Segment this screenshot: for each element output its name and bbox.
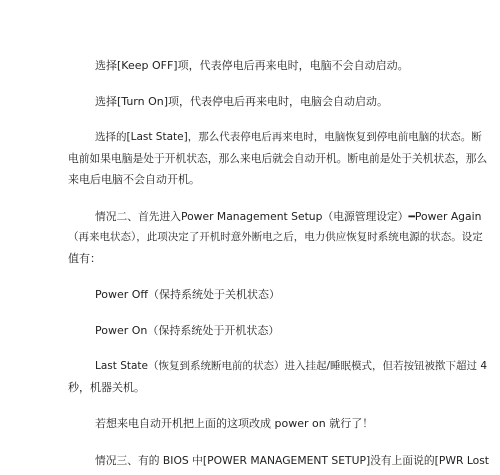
text-line: Last State（恢复到系统断电前的状态）进入挂起/睡眠模式，但若按钮被揿下超过 4 [95, 360, 488, 372]
text-line: 电前如果电脑是处于开机状态，那么来电后就会自动开机。断电前是处于关机状态，那么 [68, 152, 488, 165]
text-line: 选择[Turn On]项，代表停电后再来电时，电脑会自动启动。 [95, 95, 389, 108]
text-line: 来电后电脑不会自动开机。 [68, 173, 200, 186]
paragraph-case-two [0, 206, 500, 269]
text-line: 若想来电自动开机把上面的这项改成 power on 就行了！ [95, 417, 374, 430]
text-line: 选择[Keep OFF]项，代表停电后再来电时，电脑不会自动启动。 [95, 59, 409, 72]
text-line: 情况二、首先进入Power Management Setup（电源管理设定）━Power Again [95, 210, 482, 223]
text-line: （再来电状态），此项决定了开机时意外断电之后，电力供应恢复时系统电源的状态。设定 [68, 231, 483, 243]
text-line: 选择的[Last State]，那么代表停电后再来电时，电脑恢复到停电前电脑的状态。断 [95, 131, 482, 143]
text-line: 值有： [68, 252, 101, 265]
text-line: 秒，机器关机。 [68, 381, 145, 394]
text-line: 情况三、有的 BIOS 中[POWER MANAGEMENT SETUP]没有上面说的[PWR Lost [95, 454, 490, 467]
paragraph-last-state [0, 127, 500, 190]
text-line: Power On（保持系统处于开机状态） [95, 324, 280, 337]
option-last-state [0, 356, 500, 398]
text-line: Power Off（保持系统处于关机状态） [95, 288, 280, 301]
